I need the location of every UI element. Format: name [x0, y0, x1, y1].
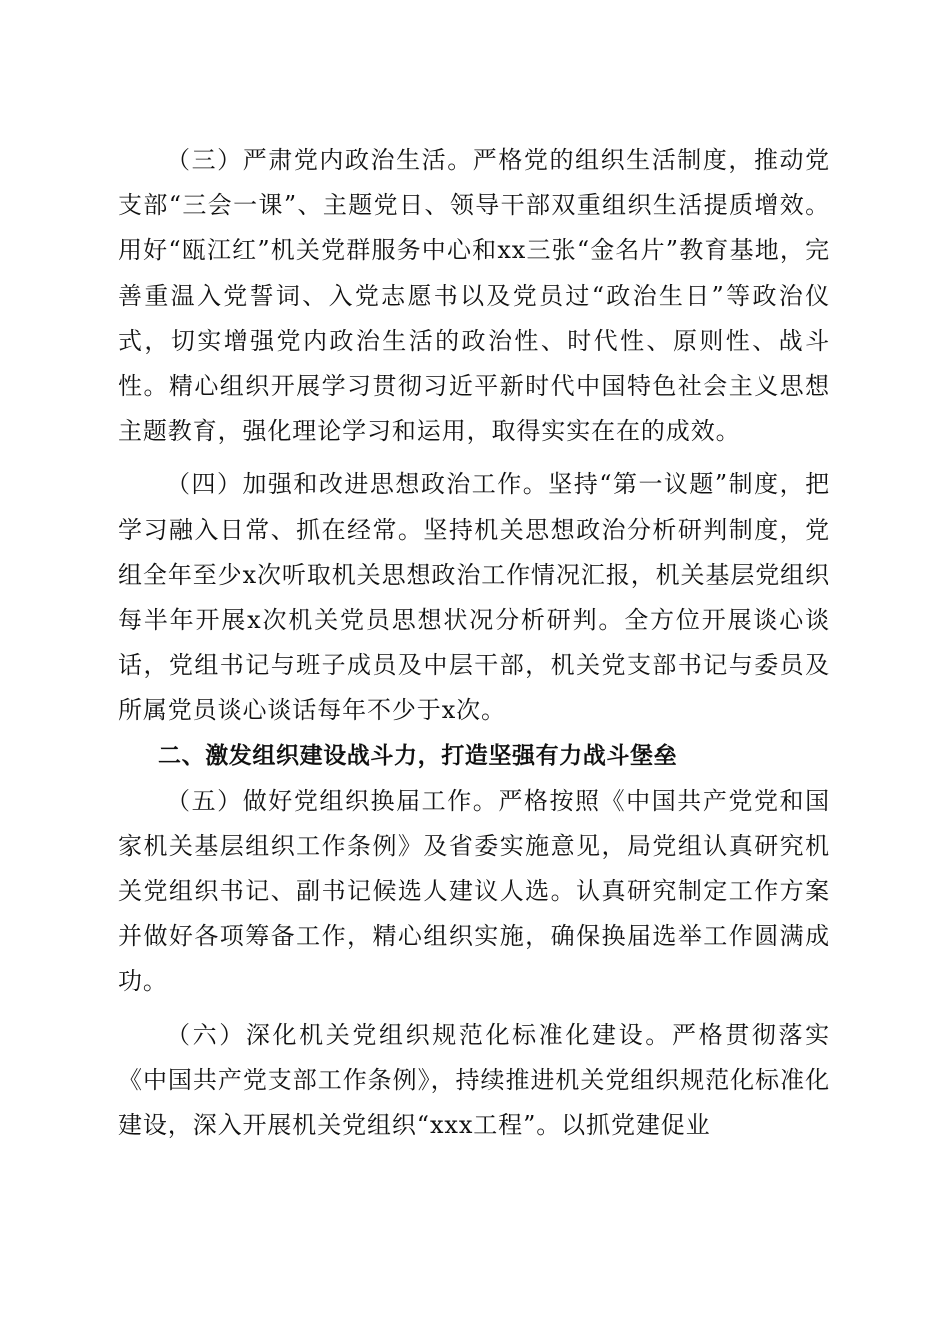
paragraph-6-lead: （六）深化机关党组织规范化标准化建设。	[166, 1020, 672, 1049]
paragraph-4-lead: （四）加强和改进思想政治工作。	[166, 470, 549, 499]
section-heading-2: 二、激发组织建设战斗力，打造坚强有力战斗堡垒	[158, 742, 678, 769]
paragraph-3	[118, 138, 830, 454]
paragraph-5-body: 严格按照《中国共产党党和国家机关基层组织工作条例》及省委实施意见，局党组认真研究机关党组织书记、副书记候选人建议人选。认真研究制定工作方案并做好各项筹备工作，精心组织实施，确保换届选举工作圆满成功。	[118, 786, 830, 996]
document-page	[118, 138, 830, 1148]
paragraph-6-body: 严格贯彻落实《中国共产党支部工作条例》，持续推进机关党组织规范化标准化建设，深入开展机关党组织“xxx工程”。以抓党建促业	[118, 1020, 830, 1140]
paragraph-3-lead: （三）严肃党内政治生活。	[166, 146, 473, 174]
paragraph-5	[118, 779, 830, 1005]
paragraph-6	[118, 1013, 830, 1149]
paragraph-5-lead: （五）做好党组织换届工作。	[166, 786, 499, 815]
paragraph-4-body: 坚持“第一议题”制度，把学习融入日常、抓在经常。坚持机关思想政治分析研判制度，党组全年至少x次听取机关思想政治工作情况汇报，机关基层党组织每半年开展x次机关党员思想状况分析研判。全方位开展谈心谈话，党组书记与班子成员及中层干部，机关党支部书记与委员及所属党员谈心谈话每年不少于x次。	[118, 470, 831, 725]
paragraph-4	[118, 462, 830, 733]
paragraph-gap	[118, 1005, 830, 1013]
paragraph-gap	[118, 454, 830, 462]
paragraph-3-body: 严格党的组织生活制度，推动党支部“三会一课”、主题党日、领导干部双重组织生活提质增效。用好“瓯江红”机关党群服务中心和xx三张“金名片”教育基地，完善重温入党誓词、入党志愿书以及党员过“政治生日”等政治仪式，切实增强党内政治生活的政治性、时代性、原则性、战斗性。精心组织开展学习贯彻习近平新时代中国特色社会主义思想主题教育，强化理论学习和运用，取得实实在在的成效。	[118, 146, 830, 446]
